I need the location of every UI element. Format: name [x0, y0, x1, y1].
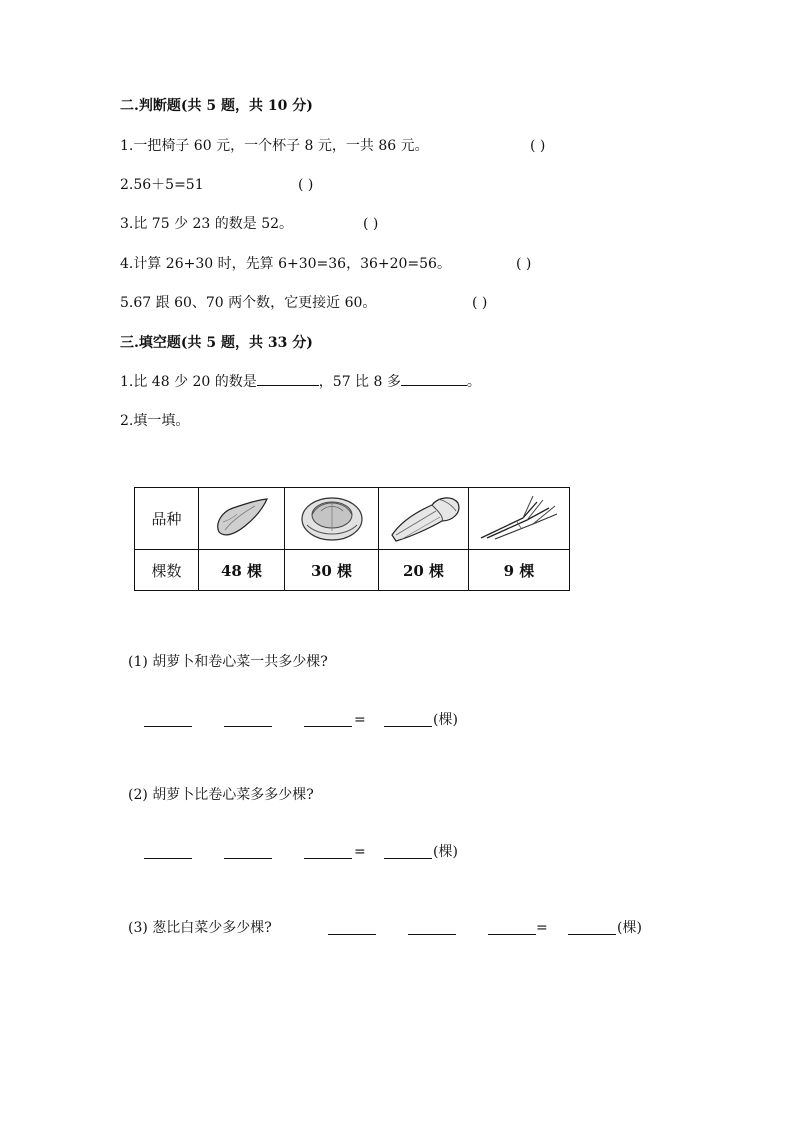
judge-question-3: 3.比 75 少 23 的数是 52。 — [120, 216, 294, 232]
equation-row-3 — [328, 919, 658, 937]
count-chinese-cabbage: 20 棵 — [379, 550, 469, 591]
answer-blank[interactable] — [328, 919, 376, 935]
answer-blank[interactable] — [304, 711, 352, 727]
count-carrot: 48 棵 — [199, 550, 285, 591]
judge-question-4: 4.计算 26+30 时，先算 6+30=36，36+20=56。 — [120, 256, 451, 272]
answer-blank[interactable] — [224, 843, 272, 859]
count-scallion: 9 棵 — [469, 550, 570, 591]
answer-blank[interactable] — [257, 373, 319, 386]
answer-paren-2[interactable]: ( ) — [298, 177, 314, 193]
answer-blank[interactable] — [408, 919, 456, 935]
table-row — [135, 550, 570, 591]
fill-question-2: 2.填一填。 — [120, 413, 190, 429]
cabbage-icon — [285, 488, 379, 550]
row-label-count: 棵数 — [135, 550, 199, 591]
answer-blank[interactable] — [488, 919, 536, 935]
answer-blank[interactable] — [224, 711, 272, 727]
judge-question-2: 2.56＋5=51 — [120, 177, 204, 193]
scallion-icon — [469, 488, 570, 550]
judge-question-5: 5.67 跟 60、70 两个数，它更接近 60。 — [120, 295, 377, 311]
answer-paren-1[interactable]: ( ) — [530, 138, 546, 154]
section3-heading: 三.填空题(共 5 题，共 33 分) — [120, 335, 313, 351]
subquestion-1-label: (1) 胡萝卜和卷心菜一共多少棵? — [128, 654, 328, 670]
vegetable-table — [134, 487, 570, 591]
subquestion-2-label: (2) 胡萝卜比卷心菜多多少棵? — [128, 787, 314, 803]
answer-blank[interactable] — [304, 843, 352, 859]
equals-sign: = — [354, 712, 366, 728]
subquestion-3-label: (3) 葱比白菜少多少棵? — [128, 920, 272, 936]
count-cabbage: 30 棵 — [285, 550, 379, 591]
fill-question-1-part3: 。 — [466, 374, 481, 390]
fill-question-1-part2: ，57 比 8 多 — [318, 374, 401, 390]
answer-blank[interactable] — [568, 919, 616, 935]
unit-label: (棵) — [433, 712, 458, 728]
answer-paren-5[interactable]: ( ) — [472, 295, 488, 311]
table-row — [135, 488, 570, 550]
section2-heading: 二.判断题(共 5 题，共 10 分) — [120, 98, 313, 114]
equation-row-2 — [144, 843, 474, 861]
answer-blank[interactable] — [401, 373, 467, 386]
equation-row-1 — [144, 711, 474, 729]
answer-blank[interactable] — [144, 843, 192, 859]
unit-label: (棵) — [433, 844, 458, 860]
row-label-variety: 品种 — [135, 488, 199, 550]
equals-sign: = — [536, 920, 548, 936]
carrot-icon — [199, 488, 285, 550]
fill-question-1 — [120, 373, 481, 391]
chinese-cabbage-icon — [379, 488, 469, 550]
answer-blank[interactable] — [144, 711, 192, 727]
fill-question-1-part1: 1.比 48 少 20 的数是 — [120, 374, 257, 390]
answer-paren-3[interactable]: ( ) — [363, 216, 379, 232]
answer-paren-4[interactable]: ( ) — [516, 256, 532, 272]
equals-sign: = — [354, 844, 366, 860]
answer-blank[interactable] — [384, 711, 432, 727]
answer-blank[interactable] — [384, 843, 432, 859]
judge-question-1: 1.一把椅子 60 元，一个杯子 8 元，一共 86 元。 — [120, 138, 429, 154]
unit-label: (棵) — [617, 920, 642, 936]
